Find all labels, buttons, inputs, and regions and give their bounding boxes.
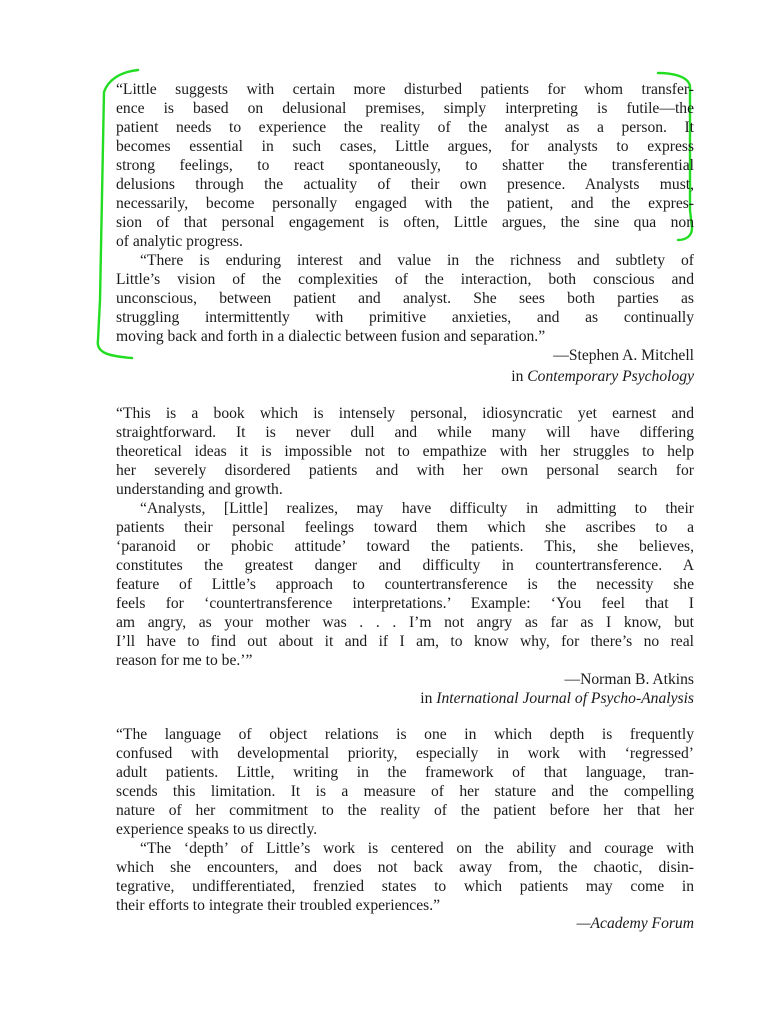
quote-line: adult patients. Little, writing in the framework of that language, tran-: [116, 764, 694, 781]
quote-line: necessarily, become personally engaged with the patient, and the expres-: [116, 195, 694, 212]
quote-line: of analytic progress.: [116, 233, 243, 250]
quote-line: unconscious, between patient and analyst. She sees both parties as: [116, 290, 694, 307]
quote-line: her severely disordered patients and with her own personal search for: [116, 462, 694, 479]
quote-line: ‘paranoid or phobic attitude’ toward the patients. This, she believes,: [116, 538, 694, 555]
quote-line: understanding and growth.: [116, 481, 283, 498]
quote-line: reason for me to be.’”: [116, 652, 253, 669]
quote-line: Little’s vision of the complexities of the interaction, both conscious and: [116, 271, 694, 288]
quote-line: feature of Little’s approach to countertransference is the necessity she: [116, 576, 694, 593]
quote-line: delusions through the actuality of their own presence. Analysts must,: [116, 176, 694, 193]
quote-line: struggling intermittently with primitive anxieties, and as continually: [116, 309, 694, 326]
attribution-source-atkins: in International Journal of Psycho-Analysis: [420, 690, 694, 707]
quote-line: scends this limitation. It is a measure of her stature and the compelling: [116, 783, 694, 800]
quote-line: “Analysts, [Little] realizes, may have difficulty in admitting to their: [140, 500, 694, 517]
quote-line: moving back and forth in a dialectic between fusion and separation.”: [116, 328, 546, 345]
attribution-author-atkins: —Norman B. Atkins: [564, 671, 694, 688]
review-atkins: [116, 404, 694, 670]
quote-line: their efforts to integrate their troubled experiences.”: [116, 897, 441, 914]
review-academy-forum: [116, 725, 694, 915]
quote-line: am angry, as your mother was . . . I’m not angry as far as I know, but: [116, 614, 694, 631]
quote-line: “This is a book which is intensely personal, idiosyncratic yet earnest and: [116, 405, 694, 422]
quote-line: patient needs to experience the reality of the analyst as a person. It: [116, 119, 694, 136]
quote-line: becomes essential in such cases, Little argues, for analysts to express: [116, 138, 694, 155]
quote-line: strong feelings, to react spontaneously, to shatter the transferential: [116, 157, 694, 174]
quote-line: feels for ‘countertransference interpretations.’ Example: ‘You feel that I: [116, 595, 694, 612]
quote-line: “There is enduring interest and value in the richness and subtlety of: [140, 252, 694, 269]
quote-line: patients their personal feelings toward them which she ascribes to a: [116, 519, 694, 536]
quote-line: nature of her commitment to the reality of the patient before her that her: [116, 802, 694, 819]
quote-line: constitutes the greatest danger and difficulty in countertransference. A: [116, 557, 694, 574]
review-mitchell: [116, 80, 694, 346]
quote-line: which she encounters, and does not back away from, the chaotic, disin-: [116, 859, 694, 876]
quote-line: straightforward. It is never dull and while many will have differing: [116, 424, 694, 441]
quote-line: confused with developmental priority, especially in work with ‘regressed’: [116, 745, 694, 762]
attribution-source-mitchell: in Contemporary Psychology: [511, 368, 694, 385]
quote-line: theoretical ideas it is impossible not to empathize with her struggles to help: [116, 443, 694, 460]
attribution-author-mitchell: —Stephen A. Mitchell: [553, 347, 694, 364]
quote-line: “The ‘depth’ of Little’s work is centered on the ability and courage with: [140, 840, 694, 857]
quote-line: “The language of object relations is one in which depth is frequently: [116, 726, 694, 743]
quote-line: “Little suggests with certain more disturbed patients for whom transfer-: [116, 81, 694, 98]
quote-line: tegrative, undifferentiated, frenzied states to which patients may come in: [116, 878, 694, 895]
quote-line: experience speaks to us directly.: [116, 821, 318, 838]
quote-line: I’ll have to find out about it and if I am, to know why, for there’s no real: [116, 633, 694, 650]
attribution-source-academy-forum: —Academy Forum: [576, 915, 694, 932]
quote-line: ence is based on delusional premises, simply interpreting is futile—the: [116, 100, 694, 117]
quote-line: sion of that personal engagement is often, Little argues, the sine qua non: [116, 214, 694, 231]
